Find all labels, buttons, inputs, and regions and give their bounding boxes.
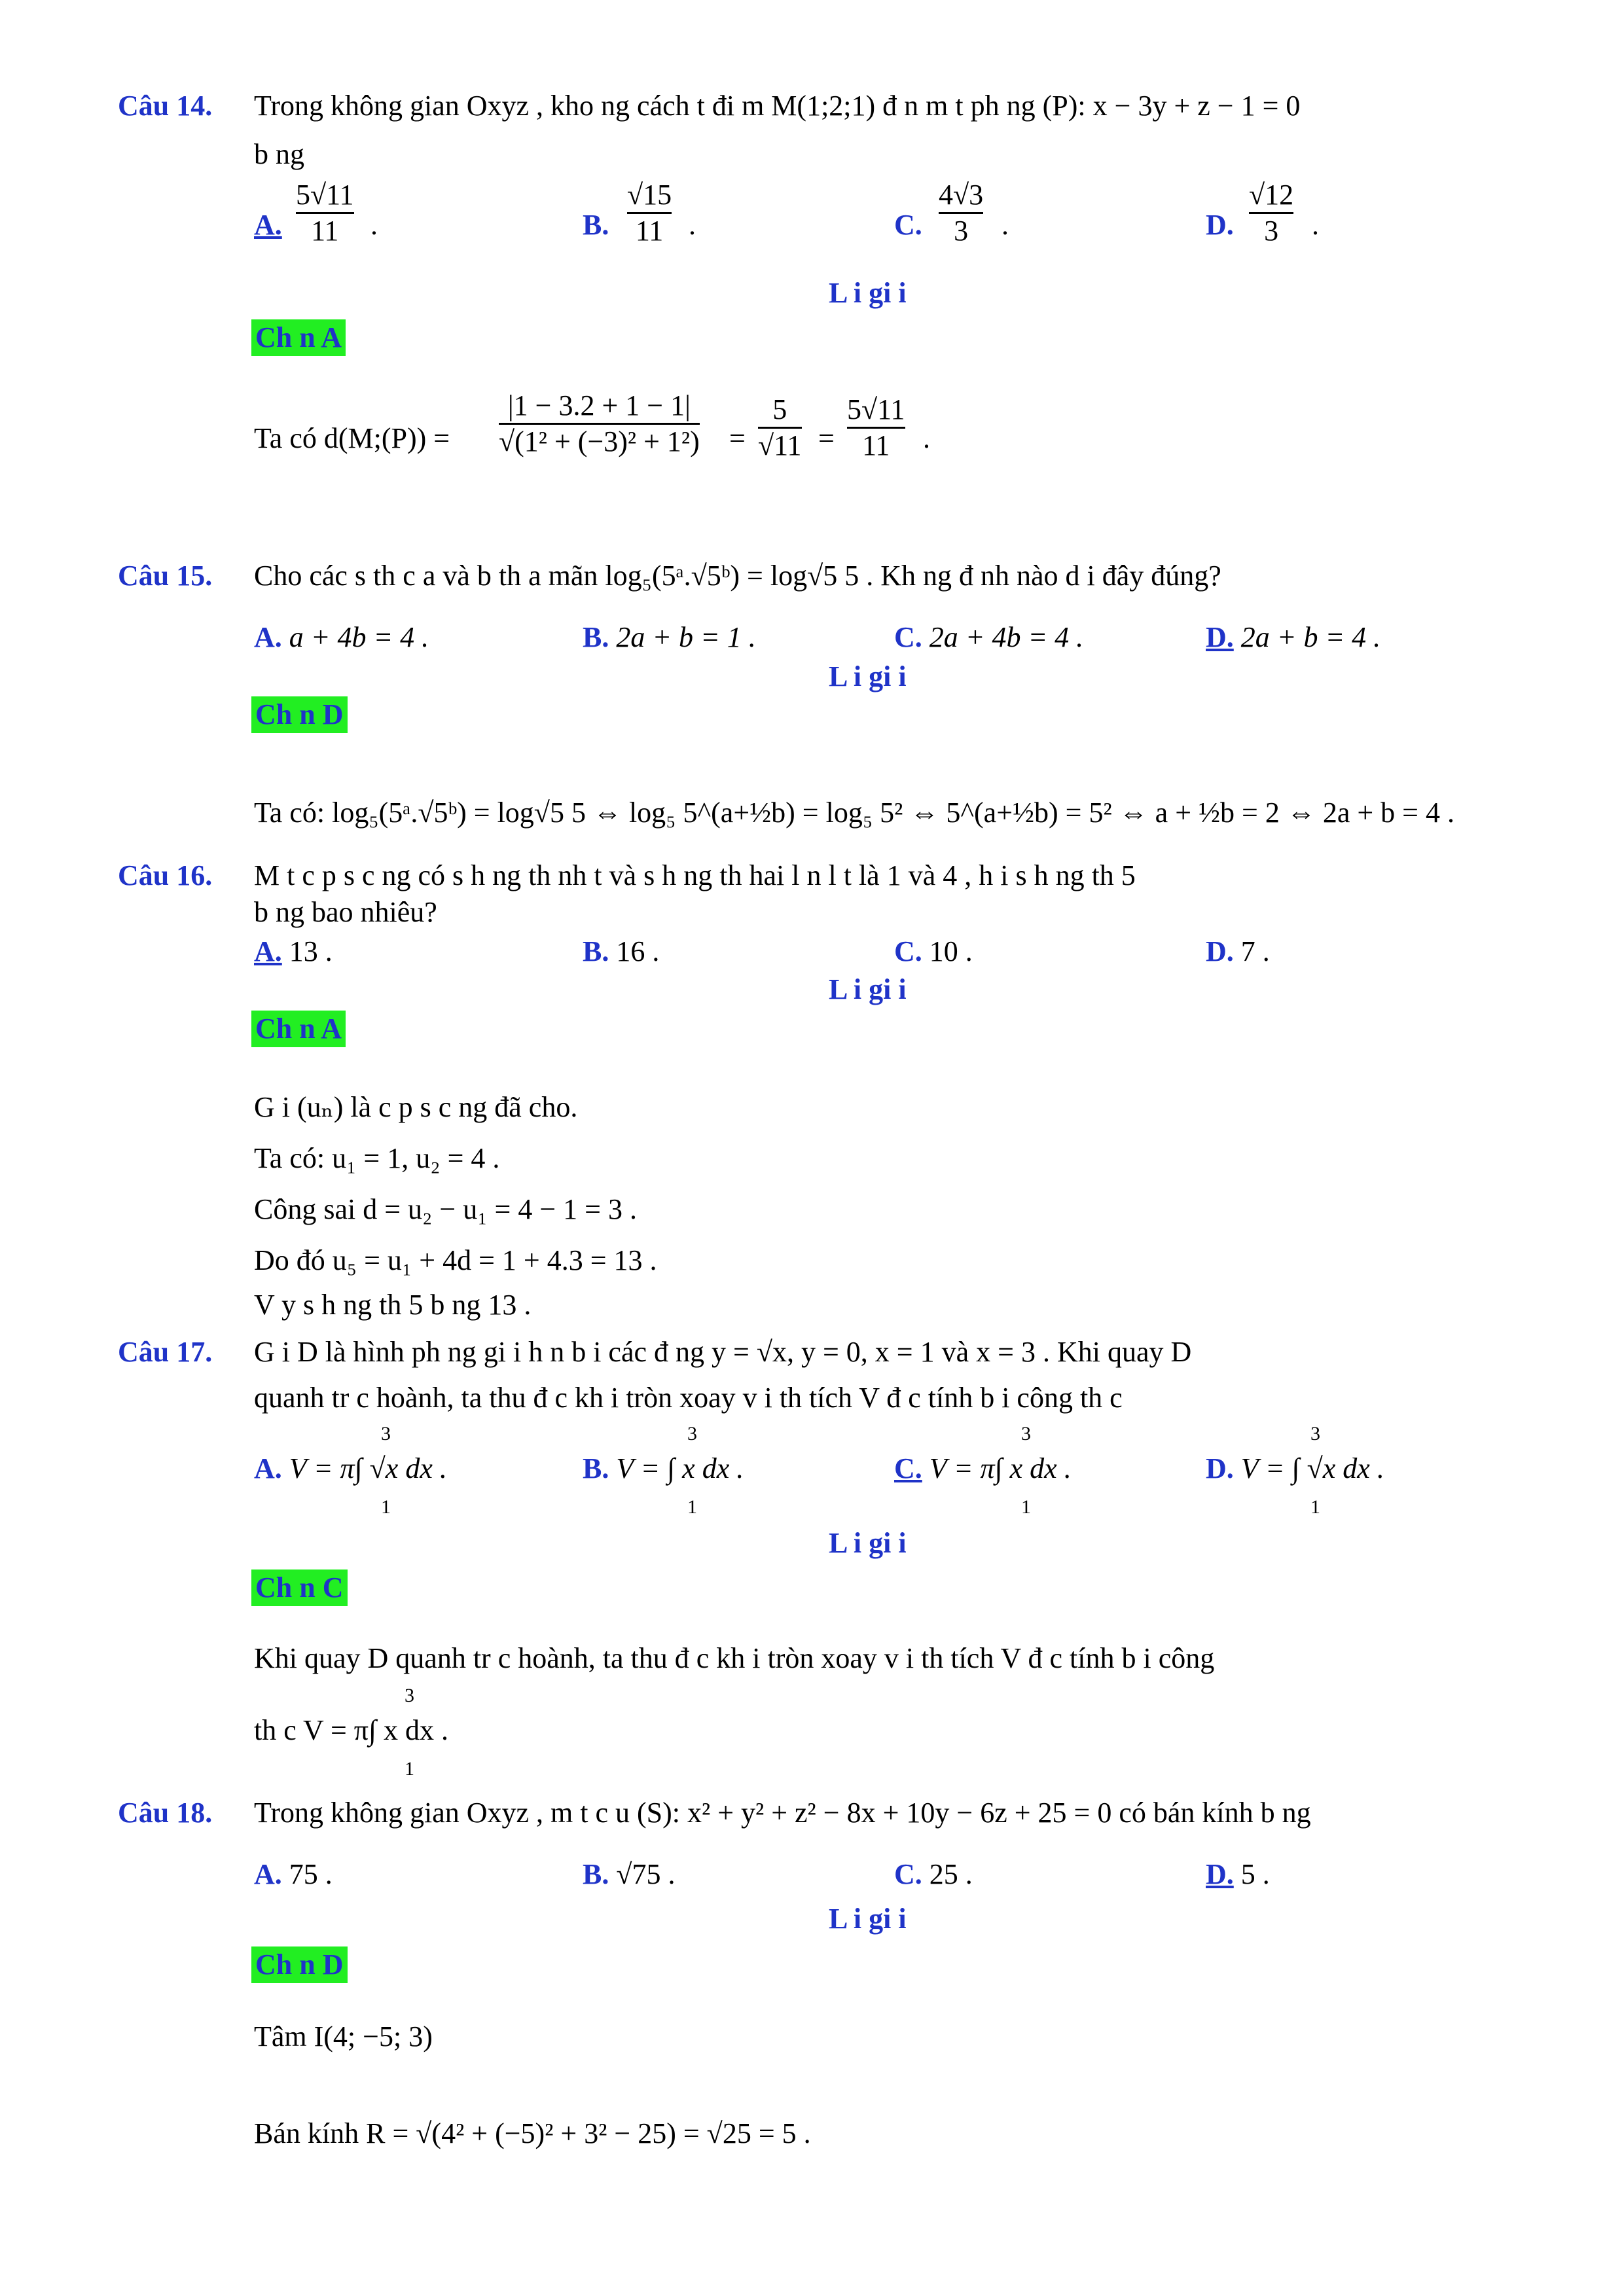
q18-optA[interactable]: A. 75 . <box>254 1858 333 1890</box>
q17-optA-upper: 3 <box>381 1423 391 1444</box>
q16-work-2: Ta có: u₁ = 1, u₂ = 4 . <box>254 1142 500 1174</box>
q14-work-prefix: Ta có d(M;(P)) = <box>254 422 450 454</box>
q17-optA[interactable]: A. V = π∫ √x dx . <box>254 1452 447 1484</box>
q18-optB[interactable]: B. √75 . <box>583 1858 676 1890</box>
q18-work-2: Bán kính R = √(4² + (−5)² + 3² − 25) = √25 = 5 . <box>254 2117 811 2149</box>
q15-optB[interactable]: B. 2a + b = 1 . <box>583 621 756 653</box>
q16-work-5: V y s h ng th 5 b ng 13 . <box>254 1289 532 1321</box>
q14-work-eq2: 5√11 11 <box>847 393 905 461</box>
q14-work-fraction: |1 − 3.2 + 1 − 1| √(1² + (−3)² + 1²) <box>499 389 700 457</box>
q18-solution-header: L i gi i <box>829 1903 907 1935</box>
q17-solution-header: L i gi i <box>829 1527 907 1559</box>
q17-label: Câu 17. <box>118 1336 213 1368</box>
q17-optB-lower: 1 <box>687 1496 697 1518</box>
q14-optC-label[interactable]: C. <box>894 209 922 241</box>
q14-optA-label[interactable]: A. <box>254 209 282 241</box>
q16-label: Câu 16. <box>118 859 213 891</box>
q14-stem-cont: b ng <box>254 138 304 170</box>
q16-answer-badge: Ch n A <box>251 1011 346 1047</box>
q17-optD-lower: 1 <box>1310 1496 1320 1518</box>
q15-optD[interactable]: D. 2a + b = 4 . <box>1206 621 1381 653</box>
q18-work-1: Tâm I(4; −5; 3) <box>254 2020 433 2053</box>
q15-work: Ta có: log₅(5ᵃ.√5ᵇ) = log√5 5 ⇔ log₅ 5^(a+½b) = log₅ 5² ⇔ 5^(a+½b) = 5² ⇔ a + ½b = 2 ⇔ 2a + b = 4 . <box>254 797 1454 829</box>
q14-solution-header: L i gi i <box>829 277 907 309</box>
q17-work-upper: 3 <box>405 1685 414 1706</box>
q14-optD-label[interactable]: D. <box>1206 209 1234 241</box>
q17-stem: G i D là hình ph ng gi i h n b i các đ ng y = √x, y = 0, x = 1 và x = 3 . Khi quay D <box>254 1336 1192 1368</box>
q15-optC[interactable]: C. 2a + 4b = 4 . <box>894 621 1084 653</box>
q16-work-4: Do đó u₅ = u₁ + 4d = 1 + 4.3 = 13 . <box>254 1244 657 1276</box>
q15-label: Câu 15. <box>118 560 213 592</box>
q17-stem-cont: quanh tr c hoành, ta thu đ c kh i tròn xoay v i th tích V đ c tính b i công th c <box>254 1382 1123 1414</box>
q17-optC-upper: 3 <box>1021 1423 1031 1444</box>
q15-answer-badge: Ch n D <box>251 696 348 733</box>
q14-answer-badge: Ch n A <box>251 319 346 356</box>
q14-work-eq1: 5 √11 <box>758 393 802 461</box>
q18-stem: Trong không gian Oxyz , m t c u (S): x² + y² + z² − 8x + 10y − 6z + 25 = 0 có bán kính b ng <box>254 1797 1311 1829</box>
q15-stem: Cho các s th c a và b th a mãn log₅(5ᵃ.√5ᵇ) = log√5 5 . Kh ng đ nh nào d i đây đúng? <box>254 560 1221 592</box>
q17-optD[interactable]: D. V = ∫ √x dx . <box>1206 1452 1384 1484</box>
q17-answer-badge: Ch n C <box>251 1570 348 1606</box>
q14-label: Câu 14. <box>118 90 213 122</box>
q17-optB[interactable]: B. V = ∫ x dx . <box>583 1452 744 1484</box>
q14-optB-value: √15 11 <box>627 179 672 247</box>
q18-optC[interactable]: C. 25 . <box>894 1858 973 1890</box>
q16-optD[interactable]: D. 7 . <box>1206 935 1270 967</box>
q14-stem: Trong không gian Oxyz , kho ng cách t đi m M(1;2;1) đ n m t ph ng (P): x − 3y + z − 1 = 0 <box>254 90 1301 122</box>
q16-solution-header: L i gi i <box>829 973 907 1005</box>
q14-optA-value: 5√11 11 <box>296 179 354 247</box>
q18-label: Câu 18. <box>118 1797 213 1829</box>
q17-work-1: Khi quay D quanh tr c hoành, ta thu đ c kh i tròn xoay v i th tích V đ c tính b i công <box>254 1642 1215 1674</box>
q14-optD-value: √12 3 <box>1249 179 1294 247</box>
q18-optD[interactable]: D. 5 . <box>1206 1858 1270 1890</box>
q18-answer-badge: Ch n D <box>251 1946 348 1983</box>
q17-optA-lower: 1 <box>381 1496 391 1518</box>
q16-stem: M t c p s c ng có s h ng th nh t và s h ng th hai l n l t là 1 và 4 , h i s h ng th 5 <box>254 859 1136 891</box>
q16-optA[interactable]: A. 13 . <box>254 935 333 967</box>
q17-optC-lower: 1 <box>1021 1496 1031 1518</box>
q14-optB-label[interactable]: B. <box>583 209 609 241</box>
q15-solution-header: L i gi i <box>829 660 907 692</box>
q16-work-1: G i (uₙ) là c p s c ng đã cho. <box>254 1091 578 1123</box>
q17-work-lower: 1 <box>405 1758 414 1780</box>
q17-optC[interactable]: C. V = π∫ x dx . <box>894 1452 1072 1484</box>
q17-work-2: th c V = π∫ x dx . <box>254 1714 449 1746</box>
q17-optD-upper: 3 <box>1310 1423 1320 1444</box>
q16-optB[interactable]: B. 16 . <box>583 935 660 967</box>
q16-optC[interactable]: C. 10 . <box>894 935 973 967</box>
q16-work-3: Công sai d = u₂ − u₁ = 4 − 1 = 3 . <box>254 1193 637 1225</box>
q14-optC-value: 4√3 3 <box>939 179 984 247</box>
q15-optA[interactable]: A. a + 4b = 4 . <box>254 621 429 653</box>
q16-stem-cont: b ng bao nhiêu? <box>254 896 437 928</box>
q17-optB-upper: 3 <box>687 1423 697 1444</box>
